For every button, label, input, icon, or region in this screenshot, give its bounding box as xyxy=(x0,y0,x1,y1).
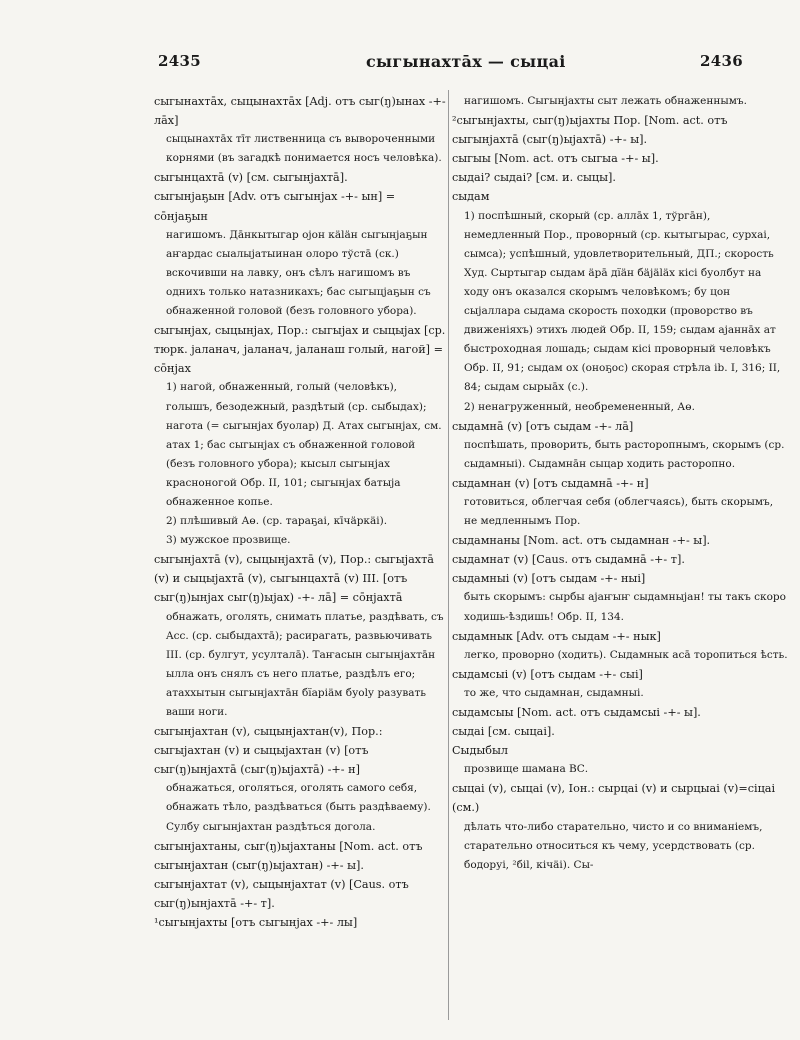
dictionary-entry-definition: готовиться, облегчая себя (облегчаясь), быть скорымъ, не медленнымъ Пор. xyxy=(464,495,774,528)
page-number-right: 2436 xyxy=(700,52,743,70)
dictionary-entry-headword-line: сыгынjах, сыцынjах, Пор.: сыгыjах и сыцыjах [ср. тюрк. jаланач, jаланач, jаланаш голый, нагой] = сōнjах xyxy=(154,324,446,376)
dictionary-entry-headword-line: ¹сыгынjахты [отъ сыгынjах -+- лы] xyxy=(154,916,358,930)
dictionary-entry-definition: 2) ненагруженный, необремененный, Аө. xyxy=(464,400,695,413)
dictionary-entry-headword-line: ²сыгынjахты, сыг(ŋ)ыjахты Пор. [Nom. act. отъ сыгынjахтā (сыг(ŋ)ыjахтā) -+- ы]. xyxy=(452,114,728,147)
dictionary-entry-definition: сыцынахтāх тīт лиственница съ вывороченными корнями (въ загадкѣ понимается носъ человѣка). xyxy=(166,133,442,165)
dictionary-entry-definition: то же, что сыдамнан, сыдамныі. xyxy=(464,686,644,699)
running-head: сыгынахтāх — сыцаі xyxy=(366,52,566,71)
dictionary-entry-headword-line: сыгынjахтат (v), сыцынjахтат (v) [Caus. отъ сыг(ŋ)ынjахтā -+- т]. xyxy=(154,877,409,910)
dictionary-entry-headword-line: сыдаі [см. сыцаі]. xyxy=(452,725,555,739)
dictionary-entry-headword-line: сыдаі? сыдаі? [см. и. сыцы]. xyxy=(452,171,616,185)
column-divider xyxy=(448,90,449,1020)
dictionary-entry-headword-line: сыдамнан (v) [отъ сыдамнā -+- н] xyxy=(452,476,649,490)
dictionary-entry-headword-line: сыдамсыы [Nom. act. отъ сыдамсыі -+- ы]. xyxy=(452,706,701,719)
dictionary-entry-definition: 1) поспѣшный, скорый (ср. аллāх 1, тўргāн), немедленный Пор., проворный (ср. кытыгырас, сурхаі, сымса); успѣшный, удовлетворительный, ДП.; скорость Худ. Сыртыгар сыдам äрā дїäн бäjäläх кісі буолбут на ходу онъ оказался скорымъ человѣкомъ; бу цон сыjаллара сыдама скорость походки (проворство въ движеніяхъ) этихъ людей Обр. II, 159; сыдам аjаннāх ат быстроходная лошадь; сыдам кісі проворный человѣкъ Обр. II, 91; сыдам оx (оноҕос) скорая стрѣла ib. I, 316; II, 84; сыдам сырыāх (с.). xyxy=(464,209,781,394)
dictionary-entry-definition: дѣлать что-либо старательно, чисто и со вниманіемъ, старательно относиться къ чему, усердствовать (ср. бодоруі, ²біl, кічäі). Сы- xyxy=(464,820,763,871)
dictionary-entry-definition: 3) мужское прозвище. xyxy=(166,534,291,547)
dictionary-entry-headword-line: сыгынjахтаны, сыг(ŋ)ыjахтаны [Nom. act. отъ сыгынjахтан (сыг(ŋ)ыjахтан) -+- ы]. xyxy=(154,839,423,872)
dictionary-entry-headword-line: сыгынахтāх, сыцынахтāх [Adj. отъ сыг(ŋ)ынах -+- лāх] xyxy=(154,95,446,128)
dictionary-entry-headword-line: сыдамныі (v) [отъ сыдам -+- ныі] xyxy=(452,572,646,586)
dictionary-entry-headword-line: сыгынjахтан (v), сыцынjахтан(v), Пор.: сыгыjахтан (v) и сыцыjахтан (v) [отъ сыг(ŋ)ынjахтā (сыг(ŋ)ыjахтā) -+- н] xyxy=(154,725,383,777)
dictionary-entry-headword-line: Сыдыбыл xyxy=(452,744,509,758)
dictionary-entry-definition: обнажать, оголять, снимать платье, раздѣвать, съ Acc. (ср. сыбыдахтā); расирагать, развьючивать III. (ср. булгут, усулталā). Таҥасын сыгынjахтāн ылла онъ снялъ съ него платье, раздѣлъ его; атаххытын сыгынjахтāн бїаріäм буоlу разувать ваши ноги. xyxy=(166,610,444,718)
dictionary-entry-headword-line: сыгынjаҕын [Adv. отъ сыгынjах -+- ын] = сōнjаҕын xyxy=(154,190,396,223)
dictionary-entry-definition: обнажаться, оголяться, оголять самого себя, обнажать тѣло, раздѣваться (быть раздѣваему). Сулбу сыгынjахтан раздѣться догола. xyxy=(166,782,431,833)
dictionary-entry-headword-line: сыдамнā (v) [отъ сыдам -+- лā] xyxy=(452,419,634,433)
dictionary-entry-headword-line: сыгыы [Nom. act. отъ сыгыа -+- ы]. xyxy=(452,152,659,166)
dictionary-entry-definition: нагишомъ. Дāнкытыгар оjон кäläн сыгынjаҕын аҥардас сыалыjатыинан олоро тўстā (ск.) вскочивши на лавку, онъ сѣлъ нагишомъ въ однихъ только натазникахъ; бас сыгыцjаҕын съ обнаженной головой (безъ головного убора). xyxy=(166,228,431,318)
dictionary-entry-headword-line: сыдам xyxy=(452,190,490,204)
dictionary-entry-headword-line: сыцаі (v), сыцаі (v), Іон.: сырцаі (v) и сырцыаі (v)=сіцаі (см.) xyxy=(452,782,776,815)
dictionary-entry-definition: быть скорымъ: сырбы аjаҥыҥ сыдамныjан! ты такъ скоро ходишь-ѣздишь! Обр. II, 134. xyxy=(464,591,786,623)
dictionary-entry-definition: легко, проворно (ходить). Сыдамнык асā торопиться ѣсть. xyxy=(464,648,788,661)
dictionary-entry-definition: нагишомъ. Сыгынjахты сыт лежать обнаженнымъ. xyxy=(464,95,747,107)
dictionary-entry-definition: 1) нагой, обнаженный, голый (человѣкъ), голышъ, безодежный, раздѣтый (ср. сыбыдах); нагота (= сыгынjах буолар) Д. Атах сыгынjах, см. атах 1; бас сыгынjах съ обнаженной головой (безъ головного убора); кысыл сыгынjах красноногой Обр. II, 101; сыгынjах батыjа обнаженное копье. xyxy=(166,381,442,508)
dictionary-entry-definition: прозвище шамана ВС. xyxy=(464,763,589,776)
dictionary-entry-headword-line: сыдамнат (v) [Caus. отъ сыдамнā -+- т]. xyxy=(452,553,685,567)
dictionary-entry-headword-line: сыгынjахтā (v), сыцынjахтā (v), Пор.: сыгыjахтā (v) и сыцыjахтā (v), сыгынцахтā (v) III. [отъ сыг(ŋ)ынjах сыг(ŋ)ыjах) -+- лā] = сōнjахтā xyxy=(154,553,434,605)
dictionary-entry-definition: 2) плѣшивый Аө. (ср. тараҕаі, кīчäркäі). xyxy=(166,515,388,528)
dictionary-entry-headword-line: сыгынцахтā (v) [см. сыгынjахтā]. xyxy=(154,171,348,185)
page-number-left: 2435 xyxy=(158,52,201,70)
dictionary-entry-headword-line: сыдамнаны [Nom. act. отъ сыдамнан -+- ы]. xyxy=(452,534,711,548)
dictionary-entry-definition: поспѣшать, проворить, быть расторопнымъ, скорымъ (ср. сыдамныі). Сыдамнāн сыцар ходить расторопно. xyxy=(464,438,785,470)
right-column xyxy=(452,92,788,875)
dictionary-entry-headword-line: сыдамсыі (v) [отъ сыдам -+- сыі] xyxy=(452,667,643,681)
dictionary-entry-headword-line: сыдамнык [Adv. отъ сыдам -+- нык] xyxy=(452,629,661,643)
left-column xyxy=(154,92,446,932)
